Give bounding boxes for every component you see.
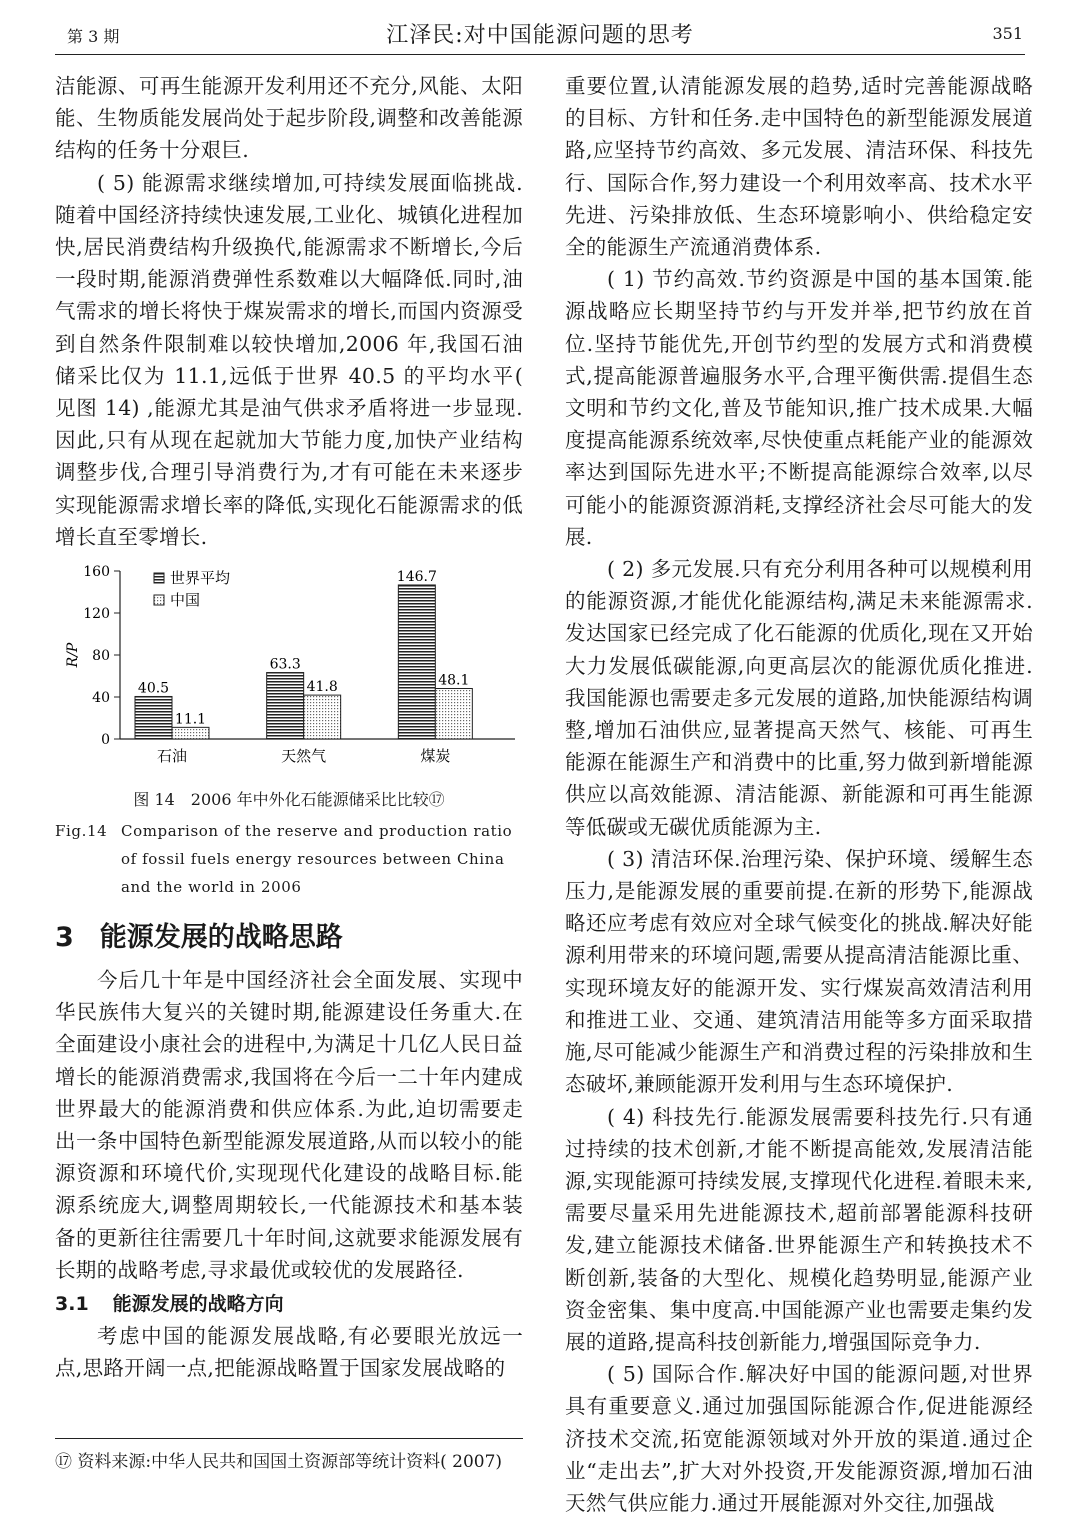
data-label: 63.3 xyxy=(269,656,301,673)
subsection-number: 3.1 xyxy=(55,1293,89,1316)
bar xyxy=(304,695,341,739)
x-tick-label: 煤炭 xyxy=(420,747,451,766)
data-label: 41.8 xyxy=(306,679,338,696)
y-tick-label: 0 xyxy=(101,732,110,749)
paragraph: 今后几十年是中国经济社会全面发展、实现中华民族伟大复兴的关键时期,能源建设任务重大.在全面建设小康社会的进程中,为满足十几亿人民日益增长的能源消费需求,我国将在今后一二十年内建成世界最大的能源消费和供应体系.为此,迫切需要走出一条中国特色新型能源发展道路,从而以较小的能源资源和环境代价,实现现代化建设的战略目标.能源系统庞大,调整周期较长,一代能源技术和基本装备的更新往往需要几十年时间,这就要求能源发展有长期的战略考虑,寻求最优或较优的发展路径. xyxy=(55,968,523,1282)
legend-swatch xyxy=(154,573,164,583)
page-number: 351 xyxy=(992,24,1023,43)
paragraph: ( 4) 科技先行.能源发展需要科技先行.只有通过持续的技术创新,才能不断提高能效,发展清洁能源,实现能源可持续发展,支撑现代化进程.着眼未来,需要尽量采用先进能源技术,超前部署能源科技研发,建立能源技术储备.世界能源生产和转换技术不断创新,装备的大型化、规模化趋势明显,能源产业资金密集、集中度高.中国能源产业也需要走集约发展的道路,提高科技创新能力,增强国际竞争力. xyxy=(565,1104,1033,1354)
paragraph: ( 5) 国际合作.解决好中国的能源问题,对世界具有重要意义.通过加强国际能源合作,促进能源经济技术交流,拓宽能源领域对外开放的渠道.通过企业“走出去”,扩大对外投资,开发能源资源,增加石油天然气供应能力.通过开展能源对外交往,加强战 xyxy=(565,1362,1033,1515)
x-tick-label: 石油 xyxy=(156,747,188,766)
paragraph: ( 5) 能源需求继续增加,可持续发展面临挑战.随着中国经济持续快速发展,工业化、城镇化进程加快,居民消费结构升级换代,能源需求不断增长,今后一段时期,能源消费弹性系数难以大幅降低.同时,油气需求的增长将快于煤炭需求的增长,而国内资源受到自然条件限制难以较快增加,2006 年,我国石油储采比仅为 11.1,远低于世界 40.5 的平均水平( 见图 14) ,能源尤其是油气供求矛盾将进一步显现.因此,只有从现在起就加大节能力度,加快产业结构调整步伐,合理引导消费行为,才有可能在未来逐步实现能源需求增长率的降低,实现化石能源需求的低增长直至零增长. xyxy=(55,170,523,549)
section-heading xyxy=(55,915,523,954)
legend-swatch xyxy=(154,595,164,605)
figure-caption-en-text: Comparison of the reserve and production ratio of fossil fuels energy resources between China and the world in 2006 xyxy=(121,822,513,897)
paragraph: 考虑中国的能源发展战略,有必要眼光放远一点,思路开阔一点,把能源战略置于国家发展战略的 xyxy=(55,1324,523,1381)
data-label: 146.7 xyxy=(396,569,437,586)
paragraph: ( 1) 节约高效.节约资源是中国的基本国策.能源战略应长期坚持节约与开发并举,把节约放在首位.坚持节能优先,开创节约型的发展方式和消费模式,提高能源普遍服务水平,合理平衡供需.提倡生态文明和节约文化,普及节能知识,推广技术成果.大幅度提高能源系统效率,尽快使重点耗能产业的能源效率达到国际先进水平;不断提高能源综合效率,以尽可能小的能源资源消耗,支撑经济社会尽可能大的发展. xyxy=(565,267,1033,549)
bar xyxy=(135,697,172,740)
section-number: 3 xyxy=(55,922,74,954)
legend-label: 中国 xyxy=(170,591,201,610)
subsection-title: 能源发展的战略方向 xyxy=(112,1293,284,1316)
y-tick-label: 80 xyxy=(92,648,110,665)
right-column xyxy=(565,70,1033,1519)
bar-chart xyxy=(55,561,523,791)
bar xyxy=(398,585,435,739)
data-label: 40.5 xyxy=(137,680,170,697)
bar xyxy=(267,673,304,739)
bar xyxy=(172,727,209,739)
bar xyxy=(435,689,472,740)
y-axis-label: R/P xyxy=(65,642,81,668)
data-label: 11.1 xyxy=(174,711,207,728)
figure-caption-en xyxy=(55,817,523,901)
figure-label-en: Fig.14 xyxy=(55,822,108,841)
paragraph: ( 2) 多元发展.只有充分利用各种可以规模利用的能源资源,才能优化能源结构,满足未来能源需求.发达国家已经完成了化石能源的优质化,现在又开始大力发展低碳能源,向更高层次的能源优质化推进.我国能源也需要走多元发展的道路,加快能源结构调整,增加石油供应,显著提高天然气、核能、可再生能源在能源生产和消费中的比重,努力做到新增能源供应以高效能源、清洁能源、新能源和可再生能源等低碳或无碳优质能源为主. xyxy=(565,557,1033,839)
legend-label: 世界平均 xyxy=(170,569,231,588)
data-label: 48.1 xyxy=(438,672,470,689)
y-tick-label: 120 xyxy=(83,606,110,623)
footnote: ⑰ 资料来源:中华人民共和国国土资源部等统计资料( 2007) xyxy=(55,1438,523,1477)
y-tick-label: 160 xyxy=(83,564,110,581)
subsection-heading xyxy=(55,1288,523,1320)
running-title: 江泽民:对中国能源问题的思考 xyxy=(386,23,694,48)
section-title: 能源发展的战略思路 xyxy=(99,922,343,954)
figure-caption-cn: 图 14 2006 年中外化石能源储采比比较⑰ xyxy=(133,790,445,810)
x-tick-label: 天然气 xyxy=(281,747,327,766)
y-tick-label: 40 xyxy=(92,690,110,707)
issue-number: 第 3 期 xyxy=(67,27,120,46)
left-column xyxy=(55,70,523,1384)
running-header xyxy=(55,18,1025,55)
paragraph: 洁能源、可再生能源开发利用还不充分,风能、太阳能、生物质能发展尚处于起步阶段,调整和改善能源结构的任务十分艰巨. xyxy=(55,74,523,163)
paragraph: ( 3) 清洁环保.治理污染、保护环境、缓解生态压力,是能源发展的重要前提.在新的形势下,能源战略还应考虑有效应对全球气候变化的挑战.解决好能源利用带来的环境问题,需要从提高清洁能源比重、实现环境友好的能源开发、实行煤炭高效清洁利用和推进工业、交通、建筑清洁用能等多方面采取措施,尽可能减少能源生产和消费过程的污染排放和生态破坏,兼顾能源开发利用与生态环境保护. xyxy=(565,846,1033,1097)
figure-14 xyxy=(55,561,523,901)
paragraph: 重要位置,认清能源发展的趋势,适时完善能源战略的目标、方针和任务.走中国特色的新型能源发展道路,应坚持节约高效、多元发展、清洁环保、科技先行、国际合作,努力建设一个利用效率高、技术水平先进、污染排放低、生态环境影响小、供给稳定安全的能源生产流通消费体系. xyxy=(565,74,1033,260)
